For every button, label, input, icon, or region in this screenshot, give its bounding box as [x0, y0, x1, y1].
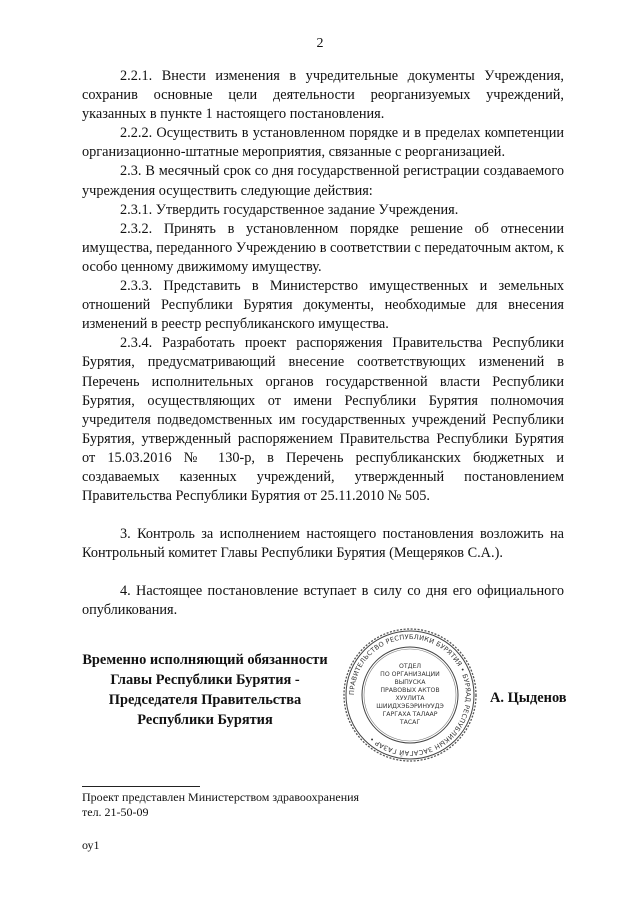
document-body [82, 67, 564, 621]
stamp-line: ПО ОРГАНИЗАЦИИ [380, 671, 440, 678]
paragraph-2-2-1: 2.2.1. Внести изменения в учредительные документы Учреждения, сохранив основные цели деятельности реорганизуемых учреждений, указанных в пункте 1 настоящего постановления. [82, 68, 564, 123]
stamp-line: ВЫПУСКА [394, 679, 426, 686]
signatory-name: А. Цыденов [490, 690, 567, 706]
stamp-line: ГАРГАХА ТАЛААР [382, 711, 438, 718]
stamp-ring-text: ПРАВИТЕЛЬСТВО РЕСПУБЛИКИ БУРЯТИЯ • БУРЯАД РЕСПУБЛИКЫН ЗАСАГАЙ ГАЗАР • [347, 632, 473, 758]
paragraph-2-2-2: 2.2.2. Осуществить в установленном порядке и в пределах компетенции организационно-штатные мероприятия, связанные с реорганизацией. [82, 125, 564, 161]
signatory-title-line: Республики Бурятия [137, 712, 273, 728]
footer-author-note: Проект представлен Министерством здравоохранения [82, 790, 360, 804]
stamp-line: ОТДЕЛ [398, 663, 422, 670]
footer-phone: тел. 21-50-09 [82, 805, 149, 819]
stamp-line: ТАСАГ [399, 719, 421, 726]
signatory-title-line: Временно исполняющий обязанности [82, 652, 328, 668]
paragraph-2-3: 2.3. В месячный срок со дня государственной регистрации создаваемого учреждения осуществить следующие действия: [82, 163, 564, 199]
paragraph-2-3-4: 2.3.4. Разработать проект распоряжения Правительства Республики Бурятия, предусматривающий внесение соответствующих изменений в Перечень исполнительных органов государственной власти Республики Бурятия, осуществляющих от имени Республики Бурятия полномочия учредителя подведомственных им государственных учреждений Республики Бурятия, утвержденный распоряжением Правительства Республики Бурятия от 15.03.2016 № 130-р, в Перечень республиканских бюджетных и создаваемых казенных учреждений, утвержденный постановлением Правительства Республики Бурятия от 25.11.2010 № 505. [82, 335, 564, 505]
official-stamp [342, 627, 478, 763]
paragraph-4: 4. Настоящее постановление вступает в силу со дня его официального опубликования. [82, 583, 564, 619]
paragraph-3: 3. Контроль за исполнением настоящего постановления возложить на Контрольный комитет Главы Республики Бурятия (Мещеряков С.А.). [82, 526, 564, 562]
stamp-line: ШИИДХЭБЭРИНУУДЭ [376, 703, 444, 710]
stamp-line: ХУУЛИТА [395, 695, 425, 702]
document-code: оу1 [82, 838, 100, 852]
signatory-title-line: Председателя Правительства [108, 692, 302, 708]
paragraph-2-3-1: 2.3.1. Утвердить государственное задание Учреждения. [120, 201, 459, 218]
signatory-title [70, 650, 340, 730]
page-number: 2 [316, 36, 324, 51]
document-footer [82, 786, 359, 820]
paragraph-2-3-2: 2.3.2. Принять в установленном порядке решение об отнесении имущества, переданного Учреждению в соответствии с передаточным актом, к особо ценному движимому имуществу. [82, 220, 564, 275]
stamp-line: ПРАВОВЫХ АКТОВ [380, 687, 440, 694]
paragraph-2-3-3: 2.3.3. Представить в Министерство имущественных и земельных отношений Республики Бурятия документы, необходимые для внесения изменений в реестр республиканского имущества. [82, 278, 564, 333]
footer-divider [82, 786, 200, 787]
signatory-title-line: Главы Республики Бурятия - [110, 672, 300, 688]
